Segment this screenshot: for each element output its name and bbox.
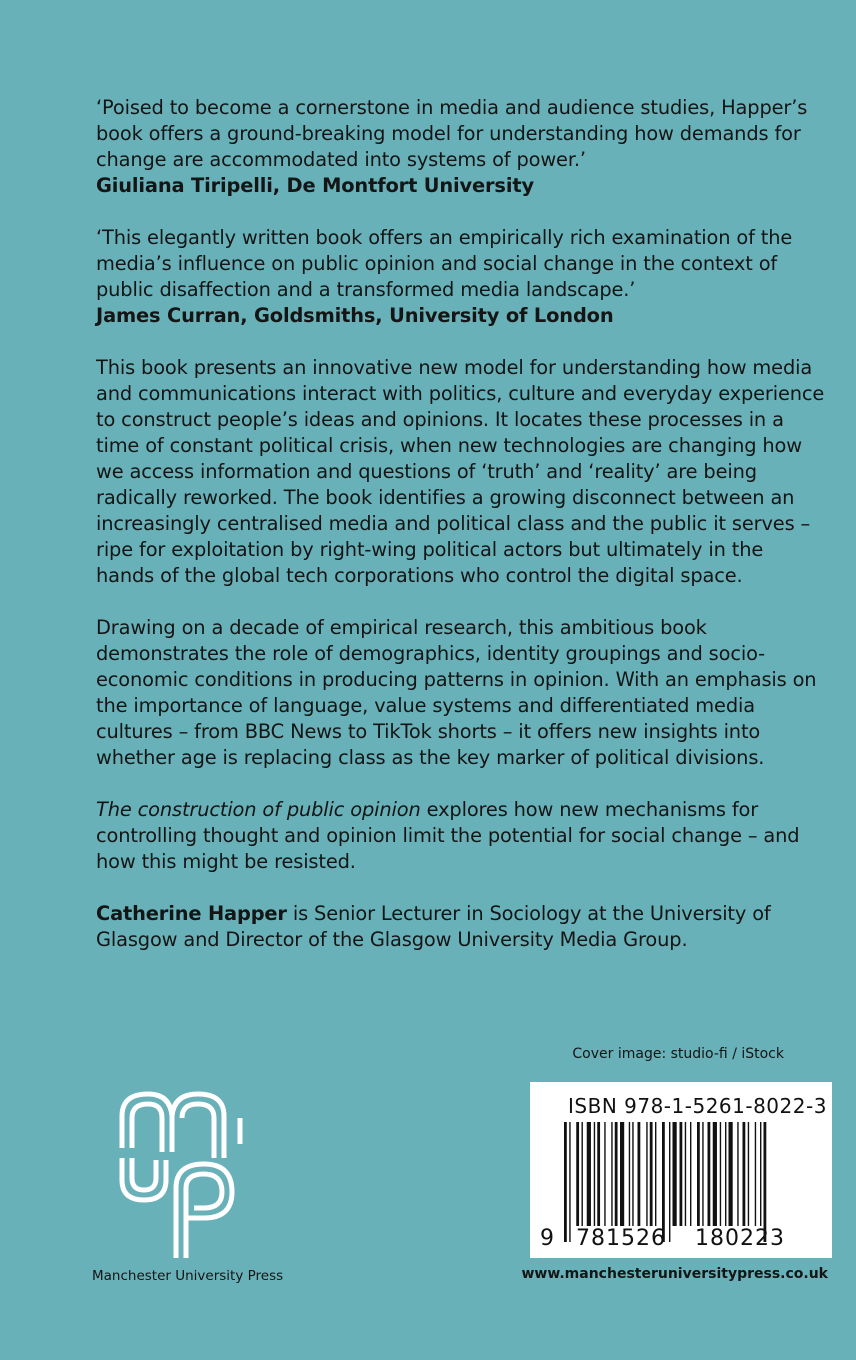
barcode-bar <box>620 1122 624 1226</box>
barcode-bar <box>615 1122 618 1226</box>
barcode-bar <box>702 1122 703 1226</box>
barcode-bar <box>611 1122 612 1226</box>
barcode-bar <box>760 1122 761 1226</box>
quote-2 <box>96 225 826 329</box>
barcode-bar <box>632 1122 633 1226</box>
isbn-barcode-box <box>530 1082 832 1258</box>
barcode-bar <box>655 1122 656 1226</box>
author-name: Catherine Happer <box>96 902 287 925</box>
barcode-bar <box>729 1122 733 1226</box>
publisher-name: Manchester University Press <box>92 1268 284 1284</box>
quote-2-text: ‘This elegantly written book offers an empirically rich examination of the media’s influence on public opinion and social change in the context of public disaffection and a transformed media landscape.’ <box>96 226 793 301</box>
mup-logo-icon <box>114 1088 248 1264</box>
author-bio <box>96 901 826 953</box>
barcode-bar <box>673 1122 677 1226</box>
back-cover-text <box>96 95 826 979</box>
book-title: The construction of public opinion <box>96 798 421 821</box>
barcode-bar <box>755 1122 756 1226</box>
barcode-bar <box>564 1122 567 1242</box>
quote-1-author: Giuliana Tiripelli, De Montfort University <box>96 174 534 197</box>
barcode-bar <box>708 1122 711 1226</box>
barcode-bar <box>587 1122 591 1226</box>
barcode-bar <box>604 1122 605 1226</box>
barcode-bar <box>737 1122 738 1226</box>
barcode-bar <box>743 1122 746 1226</box>
barcode-digits-right: 180223 <box>695 1226 785 1251</box>
barcode-digit-first: 9 <box>540 1226 555 1251</box>
publisher-website: www.manchesteruniversitypress.co.uk <box>521 1266 828 1282</box>
barcode-bar <box>764 1122 767 1242</box>
barcode-bar <box>597 1122 600 1226</box>
isbn-label: ISBN 978-1-5261-8022-3 <box>568 1094 827 1118</box>
barcode-bar <box>690 1122 691 1226</box>
barcode-bar <box>748 1122 749 1226</box>
blurb-paragraph-2: Drawing on a decade of empirical research, this ambitious book demonstrates the role of demographics, identity groupings and socio-economic conditions in producing patterns in opinion. With an emphasis on the importance of language, value systems and differentiated media cultures – from BBC News to TikTok shorts – it offers new insights into whether age is replacing class as the key marker of political divisions. <box>96 616 817 769</box>
barcode-bar <box>576 1122 579 1226</box>
barcode-bar <box>713 1122 717 1226</box>
barcode-bar <box>662 1122 665 1242</box>
cover-image-credit: Cover image: studio-fi / iStock <box>572 1046 784 1062</box>
author-bio-rest: is Senior Lecturer in Sociology at the University of Glasgow and Director of the Glasgow University Media Group. <box>96 902 771 951</box>
barcode-bar <box>629 1122 630 1226</box>
barcode-bar <box>685 1122 686 1226</box>
barcode-bar <box>646 1122 647 1226</box>
barcode-bar <box>697 1122 700 1226</box>
barcode-bar <box>638 1122 641 1226</box>
logo-text: MUP <box>181 1128 184 1129</box>
barcode-bar <box>725 1122 726 1226</box>
blurb-paragraph-1: This book presents an innovative new model for understanding how media and communications interact with politics, culture and everyday experience to construct people’s ideas and opinions. It locates these processes in a time of constant political crisis, when new technologies are changing how we access information and questions of ‘truth’ and ‘reality’ are being radically reworked. The book identifies a growing disconnect between an increasingly centralised media and political class and the public it serves – ripe for exploitation by right-wing political actors but ultimately in the hands of the global tech corporations who control the digital space. <box>96 356 825 587</box>
quote-1-text: ‘Poised to become a cornerstone in media and audience studies, Happer’s book offers a ground-breaking model for understanding how demands for change are accommodated into systems of power.’ <box>96 96 808 171</box>
blurb-paragraph-3-rest: explores how new mechanisms for controlling thought and opinion limit the potential for social change – and how this might be resisted. <box>96 798 800 873</box>
barcode-bar <box>650 1122 653 1226</box>
barcode-bar <box>720 1122 721 1226</box>
barcode-bar <box>680 1122 683 1226</box>
quote-1 <box>96 95 826 199</box>
barcode-digits-left: 781526 <box>576 1226 666 1251</box>
blurb-paragraph-3 <box>96 797 826 875</box>
quote-2-author: James Curran, Goldsmiths, University of London <box>96 304 614 327</box>
barcode-bar <box>594 1122 595 1226</box>
barcode-bar <box>582 1122 583 1226</box>
barcode-bar <box>569 1122 570 1242</box>
barcode-bar <box>669 1122 670 1242</box>
